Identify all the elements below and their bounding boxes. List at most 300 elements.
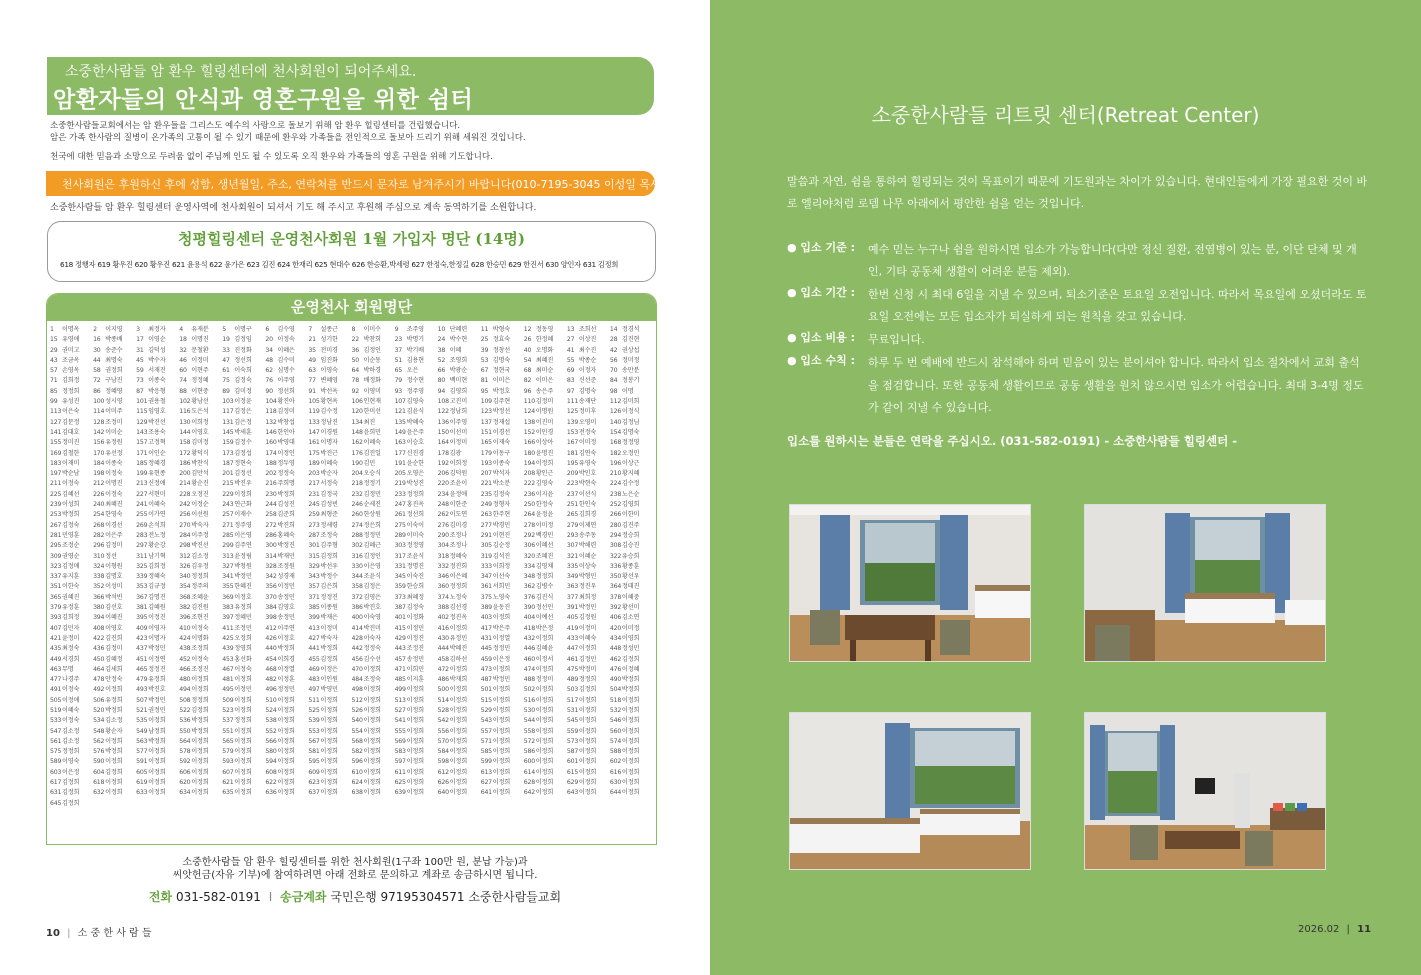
member-entry <box>395 346 438 356</box>
member-name: 김정은 <box>234 408 252 416</box>
member-entry <box>481 500 524 510</box>
member-name: 송만분 <box>621 367 640 375</box>
member-entry <box>352 613 395 623</box>
member-number: 189 <box>308 459 320 467</box>
member-entry <box>222 624 265 634</box>
member-entry <box>395 490 438 500</box>
member-name: 김병수 <box>535 583 554 591</box>
member-number: 449 <box>50 655 62 663</box>
member-number: 24 <box>437 336 446 344</box>
members-title: 운영천사 회원명단 <box>47 294 656 321</box>
member-number: 436 <box>93 645 105 653</box>
footnote-line-1: 소중한사람들 암 환우 힐링센터를 위한 천사회원(1구좌 100만 원, 분납 가능)과 <box>182 857 528 868</box>
member-name: 박재민 <box>277 552 295 560</box>
member-entry <box>50 624 93 634</box>
member-number: 242 <box>179 501 191 509</box>
member-name: 이숙진 <box>406 573 424 581</box>
member-number: 527 <box>394 706 406 714</box>
member-entry <box>136 531 179 541</box>
member-number: 353 <box>136 583 148 591</box>
member-name: 서희민 <box>492 583 511 591</box>
account-number: 국민은행 97195304571 소중한사람들교회 <box>330 890 562 904</box>
member-name: 이경선 <box>105 521 123 529</box>
member-number: 338 <box>93 573 105 581</box>
member-name: 김영희 <box>449 387 467 395</box>
member-name: 이정희 <box>449 706 467 714</box>
member-name: 이주연 <box>277 624 295 632</box>
member-number: 252 <box>609 501 622 509</box>
member-name: 유정민 <box>449 634 467 642</box>
member-name: 이은혜 <box>449 573 467 581</box>
member-entry <box>567 418 610 428</box>
member-entry <box>179 479 222 489</box>
members-list <box>46 293 657 845</box>
member-name: 남정희 <box>148 727 166 735</box>
member-entry <box>93 665 136 675</box>
member-name: 이정혜 <box>621 665 640 673</box>
member-number: 50 <box>351 356 359 364</box>
member-name: 도은석 <box>191 408 209 416</box>
member-name: 박정희 <box>105 706 123 714</box>
member-entry <box>136 335 179 345</box>
member-name: 이정희 <box>277 706 295 714</box>
member-entry <box>93 613 136 623</box>
member-number: 93 <box>394 387 403 395</box>
member-name: 김정국 <box>320 490 338 498</box>
member-number: 626 <box>437 779 449 787</box>
member-name: 이정희 <box>449 624 467 632</box>
member-name: 정혜영 <box>105 387 123 395</box>
member-entry <box>610 552 653 562</box>
member-entry <box>352 593 395 603</box>
phone-label: 전화 <box>148 890 173 904</box>
member-name: 변혜영 <box>320 377 338 385</box>
member-number: 378 <box>609 593 622 601</box>
member-entry <box>179 521 222 531</box>
member-entry <box>179 552 222 562</box>
member-name: 박현숙 <box>578 480 597 488</box>
intro-line-1: 소중한사람들교회에서는 암 환우들을 그리스도 예수의 사랑으로 돌보기 위해 암 환우 힐링센터를 건립했습니다. <box>50 121 461 131</box>
member-entry <box>481 562 524 572</box>
member-name: 이희정 <box>191 418 209 426</box>
member-entry <box>222 552 265 562</box>
member-number: 639 <box>394 789 406 797</box>
member-entry <box>50 572 93 582</box>
member-name: 이현주 <box>191 367 209 375</box>
member-entry <box>308 356 351 366</box>
member-entry <box>395 521 438 531</box>
member-name: 정두영 <box>277 459 295 467</box>
member-entry <box>179 335 222 345</box>
member-number: 555 <box>394 727 406 735</box>
member-entry <box>610 634 653 644</box>
member-entry <box>610 644 653 654</box>
member-entry <box>136 418 179 428</box>
member-number: 4 <box>179 326 183 333</box>
member-number: 158 <box>179 439 191 447</box>
member-name: 이정희 <box>277 717 295 725</box>
member-entry <box>395 757 438 767</box>
member-name: 정정진 <box>320 593 338 601</box>
member-number: 76 <box>265 377 273 385</box>
member-number: 363 <box>566 583 579 591</box>
member-entry <box>136 603 179 613</box>
member-name: 박영대 <box>277 439 295 447</box>
member-number: 163 <box>394 439 406 447</box>
member-number: 230 <box>265 490 277 498</box>
member-name: 이정숙 <box>191 624 209 632</box>
member-entry <box>222 490 265 500</box>
member-name: 이종원 <box>320 604 338 612</box>
member-name: 이정희 <box>492 727 511 735</box>
member-entry <box>265 397 308 407</box>
member-entry <box>50 706 93 716</box>
member-number: 59 <box>136 367 144 375</box>
member-name: 김소정 <box>62 727 80 735</box>
member-number: 155 <box>50 439 62 447</box>
member-entry <box>524 376 567 386</box>
member-number: 459 <box>480 655 492 663</box>
member-entry <box>308 572 351 582</box>
member-name: 김혜윤 <box>535 645 554 653</box>
member-name: 조희선 <box>578 326 597 333</box>
member-entry <box>222 428 265 438</box>
member-number: 596 <box>351 758 363 766</box>
member-name: 이정희 <box>406 686 424 694</box>
member-name: 김문정 <box>62 418 80 426</box>
member-number: 137 <box>480 418 492 426</box>
member-number: 72 <box>93 377 101 385</box>
member-number: 384 <box>265 604 277 612</box>
member-name: 노영숙 <box>492 593 511 601</box>
member-name: 이정희 <box>191 676 209 684</box>
member-entry <box>395 572 438 582</box>
member-entry <box>567 479 610 489</box>
member-entry <box>481 696 524 706</box>
member-entry <box>222 613 265 623</box>
member-entry <box>438 552 481 562</box>
member-number: 153 <box>566 428 579 436</box>
member-entry <box>524 644 567 654</box>
member-name: 김진식 <box>535 593 554 601</box>
member-entry <box>50 716 93 726</box>
member-name: 이정희 <box>492 717 511 725</box>
room-photo-4 <box>1084 712 1326 870</box>
member-number: 309 <box>50 552 62 560</box>
member-name: 정태진 <box>621 583 640 591</box>
member-number: 430 <box>437 634 449 642</box>
member-number: 510 <box>265 696 277 704</box>
member-number: 590 <box>93 758 105 766</box>
member-entry <box>265 552 308 562</box>
member-name: 정혜숙 <box>449 552 467 560</box>
member-number: 347 <box>480 573 492 581</box>
member-number: 352 <box>93 583 105 591</box>
member-name: 정정민 <box>277 686 295 694</box>
member-name: 김정숙 <box>62 521 80 529</box>
member-entry <box>50 634 93 644</box>
member-entry <box>438 685 481 695</box>
member-number: 77 <box>308 377 316 385</box>
member-name: 이영호 <box>105 624 123 632</box>
contact-line <box>0 888 710 905</box>
member-name: 홍선화 <box>234 655 252 663</box>
member-number: 538 <box>265 717 277 725</box>
member-number: 141 <box>50 428 62 436</box>
member-number: 351 <box>50 583 62 591</box>
separator: I <box>268 890 273 904</box>
member-entry <box>567 644 610 654</box>
member-number: 407 <box>50 624 62 632</box>
member-entry <box>222 655 265 665</box>
member-number: 358 <box>351 583 363 591</box>
member-name: 이혜숙 <box>363 439 381 447</box>
member-number: 374 <box>437 593 449 601</box>
member-entry <box>524 685 567 695</box>
member-number: 2 <box>93 326 97 333</box>
member-name: 윤명진 <box>535 449 554 457</box>
member-name: 박진희 <box>277 521 295 529</box>
member-number: 585 <box>480 748 492 756</box>
member-entry <box>610 479 653 489</box>
member-name: 이정희 <box>535 758 554 766</box>
member-entry <box>308 603 351 613</box>
member-entry <box>136 428 179 438</box>
member-entry <box>222 397 265 407</box>
footnote-line-2: 씨앗헌금(자유 기부)에 참여하려면 아래 전화로 문의하고 계좌로 송금하시면 됩니다. <box>172 870 538 881</box>
member-name: 이정희 <box>363 748 381 756</box>
member-entry <box>179 655 222 665</box>
member-name: 박경민 <box>492 521 511 529</box>
member-entry <box>567 387 610 397</box>
member-name: 남기혁 <box>148 552 166 560</box>
member-entry <box>50 737 93 747</box>
member-entry <box>308 459 351 469</box>
member-entry <box>481 541 524 551</box>
member-entry <box>481 685 524 695</box>
member-name: 이미정 <box>621 624 640 632</box>
member-name: 김우정 <box>191 562 209 570</box>
member-name: 이정희 <box>320 727 338 735</box>
member-name: 박종배 <box>105 336 123 344</box>
member-number: 25 <box>480 336 489 344</box>
member-name: 이정희 <box>191 737 209 745</box>
member-number: 560 <box>609 727 622 735</box>
member-number: 53 <box>480 356 489 364</box>
member-number: 426 <box>265 634 277 642</box>
member-entry <box>265 325 308 335</box>
member-entry <box>136 376 179 386</box>
member-name: 김은정 <box>234 418 252 426</box>
member-number: 349 <box>566 573 579 581</box>
member-entry <box>222 510 265 520</box>
member-name: 이정희 <box>406 727 424 735</box>
member-name: 이정희 <box>621 696 640 704</box>
member-name: 이은영 <box>363 562 381 570</box>
member-name: 이현진 <box>492 531 511 539</box>
member-number: 22 <box>351 336 359 344</box>
member-number: 199 <box>136 470 148 478</box>
member-number: 621 <box>222 779 234 787</box>
member-name: 이정호 <box>234 593 252 601</box>
member-entry <box>481 737 524 747</box>
member-name: 김성진 <box>277 501 295 509</box>
member-entry <box>438 562 481 572</box>
member-number: 64 <box>351 367 359 375</box>
member-number: 356 <box>265 583 277 591</box>
member-entry <box>222 727 265 737</box>
member-name: 박인호 <box>578 470 597 478</box>
member-name: 조윤식 <box>363 573 381 581</box>
member-entry <box>222 685 265 695</box>
member-entry <box>438 521 481 531</box>
member-number: 375 <box>480 593 492 601</box>
member-name: 김정섭 <box>234 449 252 457</box>
member-number: 219 <box>394 480 406 488</box>
member-name: 이정숙 <box>62 717 80 725</box>
member-number: 442 <box>351 645 363 653</box>
member-name: 김선호 <box>105 604 123 612</box>
member-name: 조정나 <box>449 531 467 539</box>
member-number: 549 <box>136 727 148 735</box>
member-name: 김소정 <box>62 737 80 745</box>
member-name: 김희경 <box>578 511 597 519</box>
member-number: 313 <box>222 552 234 560</box>
member-number: 315 <box>308 552 320 560</box>
member-name: 정주영 <box>234 521 252 529</box>
member-name: 고진미 <box>449 398 467 406</box>
member-name: 이정희 <box>277 779 295 787</box>
member-entry <box>179 675 222 685</box>
member-entry <box>481 438 524 448</box>
member-entry <box>524 757 567 767</box>
member-name: 김정인 <box>363 552 381 560</box>
member-number: 385 <box>308 604 320 612</box>
member-entry <box>179 665 222 675</box>
member-name: 김준희 <box>277 511 295 519</box>
member-entry <box>610 757 653 767</box>
member-number: 472 <box>437 665 449 673</box>
member-name: 정정기 <box>363 480 381 488</box>
member-number: 286 <box>265 531 277 539</box>
member-number: 260 <box>351 511 363 519</box>
member-entry <box>352 366 395 376</box>
member-name: 김진주 <box>621 521 640 529</box>
admission-cost-label: ● 입소 비용 : <box>787 331 855 344</box>
member-entry <box>136 788 179 798</box>
member-name: 윤정림 <box>234 552 252 560</box>
member-number: 195 <box>566 459 579 467</box>
member-number: 94 <box>437 387 446 395</box>
member-entry <box>308 562 351 572</box>
member-entry <box>308 716 351 726</box>
member-number: 536 <box>179 717 191 725</box>
member-name: 김정숙 <box>492 490 511 498</box>
member-name: 김철한 <box>62 449 80 457</box>
member-name: 박진호 <box>363 604 381 612</box>
member-number: 65 <box>394 367 403 375</box>
member-number: 535 <box>136 717 148 725</box>
member-number: 12 <box>523 326 532 333</box>
member-number: 131 <box>222 418 234 426</box>
member-name: 이인원 <box>320 676 338 684</box>
member-name: 오정희 <box>234 634 252 642</box>
member-number: 342 <box>265 573 277 581</box>
member-name: 김정선 <box>234 470 252 478</box>
member-entry <box>50 407 93 417</box>
admission-period-1: 한번 신청 시 최대 6일을 지낼 수 있으며, 퇴소기준은 토요일 오전입니다. 따라서 목요일에 오셨더라도 토 <box>868 288 1367 301</box>
banner-subtitle: 소중한사람들 암 환우 힐링센터에 천사회원이 되어주세요. <box>65 64 417 80</box>
member-number: 314 <box>265 552 277 560</box>
member-entry <box>610 459 653 469</box>
member-number: 14 <box>609 326 618 333</box>
member-entry <box>222 418 265 428</box>
member-number: 272 <box>265 521 277 529</box>
member-name: 이상진 <box>578 336 597 344</box>
member-entry <box>567 655 610 665</box>
member-number: 421 <box>50 634 62 642</box>
member-name: 권정민 <box>148 706 166 714</box>
member-name: 이정희 <box>320 748 338 756</box>
member-entry <box>93 387 136 397</box>
member-entry <box>50 387 93 397</box>
member-name: 이희경 <box>277 655 295 663</box>
member-number: 157 <box>136 439 148 447</box>
member-name: 이정희 <box>492 614 511 622</box>
member-number: 225 <box>50 490 62 498</box>
member-name: 박정희 <box>621 686 640 694</box>
member-number: 609 <box>308 768 320 776</box>
member-number: 311 <box>136 552 148 560</box>
member-name: 오정민 <box>621 449 640 457</box>
member-name: 이정희 <box>535 696 554 704</box>
member-number: 508 <box>179 696 191 704</box>
member-entry <box>136 490 179 500</box>
member-name: 이정희 <box>105 789 123 797</box>
member-name: 이정미 <box>320 624 338 632</box>
member-entry <box>524 572 567 582</box>
member-entry <box>395 510 438 520</box>
member-number: 164 <box>437 439 449 447</box>
member-name: 정은희 <box>363 521 381 529</box>
member-number: 406 <box>609 614 622 622</box>
member-name: 김덕성 <box>148 346 166 354</box>
member-entry <box>481 407 524 417</box>
member-number: 517 <box>566 696 579 704</box>
member-entry <box>50 696 93 706</box>
member-number: 448 <box>609 645 622 653</box>
member-number: 257 <box>222 511 234 519</box>
member-name: 김은희 <box>320 583 338 591</box>
member-number: 419 <box>566 624 579 632</box>
member-name: 이정연 <box>148 655 166 663</box>
member-number: 8 <box>351 326 356 333</box>
member-entry <box>136 572 179 582</box>
member-number: 289 <box>394 531 406 539</box>
member-name: 정정희 <box>62 748 80 756</box>
member-number: 586 <box>523 748 535 756</box>
member-name: 이숙자 <box>363 634 381 642</box>
member-number: 213 <box>136 480 148 488</box>
member-number: 139 <box>566 418 579 426</box>
member-name: 순세진 <box>363 501 381 509</box>
member-number: 625 <box>394 779 406 787</box>
member-number: 431 <box>480 634 492 642</box>
member-number: 395 <box>136 614 148 622</box>
member-number: 261 <box>394 511 406 519</box>
member-number: 57 <box>50 367 58 375</box>
member-entry <box>524 737 567 747</box>
